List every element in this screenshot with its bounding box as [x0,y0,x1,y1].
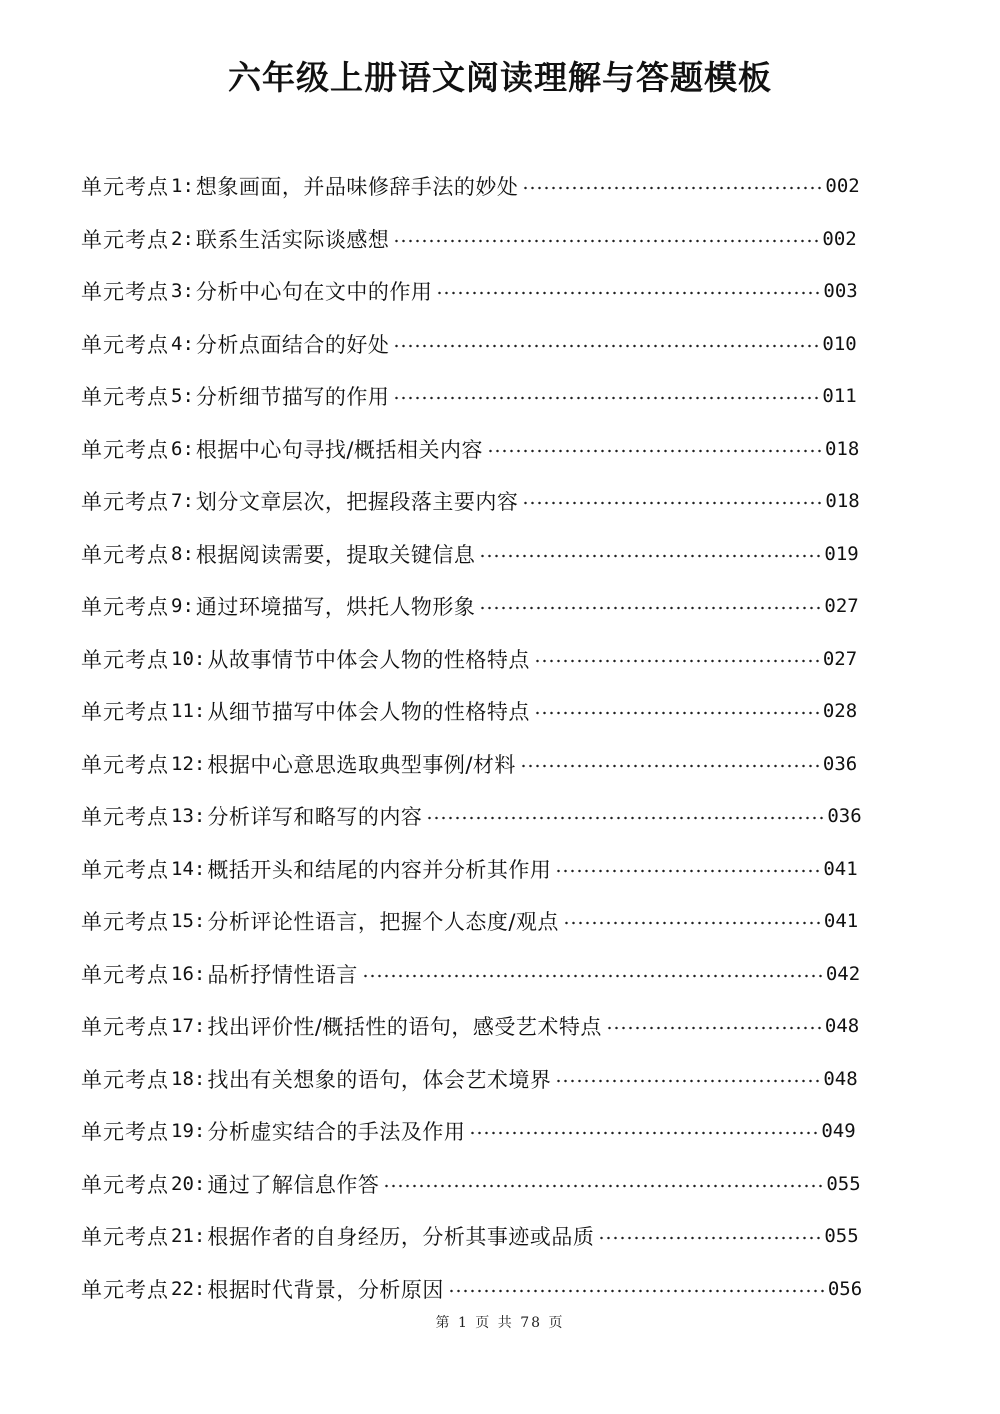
toc-entry-page-number: 055 [824,1225,859,1248]
toc-entry-label: 单元考点 [81,1015,169,1040]
toc-dot-leader [563,921,822,925]
toc-dot-leader [555,869,821,873]
toc-entry-number: 4: [171,332,194,355]
toc-dot-leader [448,1289,826,1293]
toc-entry-label: 单元考点 [81,910,169,935]
toc-entry-number: 12: [171,752,206,775]
toc-entry[interactable] [81,1105,941,1158]
toc-entry-title: 分析评论性语言，把握个人态度/观点 [207,910,559,935]
toc-entry-label: 单元考点 [81,1225,169,1250]
toc-entry-label: 单元考点 [81,280,169,305]
toc-entry-label: 单元考点 [81,1172,169,1197]
toc-entry-number: 14: [171,857,206,880]
toc-entry-label: 单元考点 [81,490,169,515]
toc-entry-page-number: 003 [823,280,858,303]
toc-entry-page-number: 036 [827,805,862,828]
toc-entry-page-number: 036 [822,752,858,775]
toc-entry-title: 找出评价性/概括性的语句，感受艺术特点 [207,1015,602,1040]
toc-entry-title: 概括开头和结尾的内容并分析其作用 [207,857,552,882]
toc-dot-leader [436,291,821,295]
toc-entry[interactable] [81,1053,941,1106]
toc-entry-label: 单元考点 [81,1067,169,1092]
toc-entry-label: 单元考点 [81,175,169,200]
toc-entry-title: 根据时代背景，分析原因 [207,1277,444,1302]
toc-entry-number: 10: [171,647,206,670]
table-of-contents [81,160,941,1315]
toc-entry[interactable] [81,790,941,843]
toc-entry-title: 根据中心句寻找/概括相关内容 [195,437,483,462]
toc-entry[interactable] [81,1000,941,1053]
toc-entry-label: 单元考点 [81,332,169,357]
toc-entry[interactable] [81,160,941,213]
toc-entry[interactable] [81,1210,941,1263]
toc-entry[interactable] [81,265,941,318]
toc-entry[interactable] [81,370,941,423]
toc-entry-label: 单元考点 [81,700,169,725]
toc-entry-title: 从细节描写中体会人物的性格特点 [207,700,530,725]
toc-dot-leader [479,554,822,558]
toc-entry[interactable] [81,843,941,896]
toc-entry-title: 从故事情节中体会人物的性格特点 [207,647,530,672]
toc-entry-label: 单元考点 [81,227,169,252]
toc-entry[interactable] [81,1158,941,1211]
toc-dot-leader [426,816,825,820]
toc-entry-number: 2: [171,227,194,250]
toc-entry-page-number: 002 [822,227,857,250]
toc-dot-leader [522,501,823,505]
toc-entry-number: 20: [171,1172,206,1195]
toc-entry-label: 单元考点 [81,805,169,830]
toc-entry[interactable] [81,528,941,581]
toc-entry-label: 单元考点 [81,1120,169,1145]
toc-dot-leader [393,239,820,243]
toc-entry-page-number: 011 [822,385,857,408]
toc-entry-number: 9: [171,595,194,618]
toc-entry-title: 分析细节描写的作用 [195,385,390,410]
toc-dot-leader [598,1236,822,1240]
toc-entry-page-number: 019 [824,542,859,565]
toc-entry-page-number: 055 [826,1172,861,1195]
toc-entry[interactable] [81,738,941,791]
toc-dot-leader [520,764,821,768]
toc-dot-leader [393,396,820,400]
toc-dot-leader [469,1131,819,1135]
toc-entry-label: 单元考点 [81,857,169,882]
toc-entry-label: 单元考点 [81,1277,169,1302]
toc-entry-label: 单元考点 [81,962,169,987]
toc-entry-number: 17: [171,1015,206,1038]
toc-entry-number: 15: [171,910,206,933]
toc-entry-page-number: 048 [824,1015,860,1038]
toc-entry-number: 5: [171,385,194,408]
toc-dot-leader [555,1079,821,1083]
toc-dot-leader [487,449,823,453]
toc-entry-title: 分析中心句在文中的作用 [195,280,433,305]
toc-entry-page-number: 028 [822,700,858,723]
toc-entry-number: 13: [171,805,206,828]
toc-entry-title: 分析点面结合的好处 [195,332,390,357]
toc-dot-leader [479,606,822,610]
toc-entry-label: 单元考点 [81,752,169,777]
toc-entry[interactable] [81,475,941,528]
toc-entry-number: 21: [171,1225,206,1248]
toc-entry-title: 划分文章层次，把握段落主要内容 [195,490,519,515]
toc-entry-title: 根据作者的自身经历，分析其事迹或品质 [207,1225,595,1250]
toc-entry-page-number: 018 [825,490,860,513]
toc-entry-title: 根据阅读需要，提取关键信息 [195,542,476,567]
toc-entry-page-number: 041 [823,857,858,880]
toc-entry-title: 分析虚实结合的手法及作用 [207,1120,466,1145]
toc-dot-leader [534,659,821,663]
toc-entry[interactable] [81,423,941,476]
toc-entry-page-number: 018 [824,437,860,460]
toc-entry-page-number: 056 [827,1277,863,1300]
toc-entry[interactable] [81,685,941,738]
toc-entry-page-number: 042 [825,962,861,985]
toc-entry-number: 7: [171,490,194,513]
toc-entry-number: 8: [171,542,194,565]
toc-entry-title: 想象画面，并品味修辞手法的妙处 [195,175,519,200]
toc-entry[interactable] [81,1263,941,1316]
toc-entry-title: 根据中心意思选取典型事例/材料 [207,752,516,777]
toc-entry-label: 单元考点 [81,542,169,567]
toc-entry-page-number: 048 [823,1067,858,1090]
toc-dot-leader [522,186,823,190]
toc-entry-label: 单元考点 [81,385,169,410]
toc-entry-number: 22: [171,1277,206,1300]
toc-dot-leader [362,974,824,978]
toc-entry-page-number: 027 [822,647,858,670]
toc-entry-page-number: 049 [821,1120,856,1143]
toc-entry-page-number: 010 [822,332,857,355]
toc-entry-number: 19: [171,1120,206,1143]
toc-entry-label: 单元考点 [81,437,169,462]
toc-entry[interactable] [81,213,941,266]
toc-entry-page-number: 027 [824,595,859,618]
page-title: 六年级上册语文阅读理解与答题模板 [228,58,772,97]
toc-entry-title: 联系生活实际谈感想 [195,227,390,252]
toc-dot-leader [383,1184,824,1188]
toc-entry-title: 通过环境描写，烘托人物形象 [195,595,476,620]
page-footer: 第 1 页 共 78 页 [435,1315,565,1331]
toc-entry[interactable] [81,633,941,686]
toc-dot-leader [606,1026,823,1030]
toc-entry[interactable] [81,948,941,1001]
toc-entry-number: 18: [171,1067,206,1090]
toc-entry-number: 6: [171,437,194,460]
toc-entry-title: 找出有关想象的语句，体会艺术境界 [207,1067,552,1092]
toc-entry-number: 11: [171,700,206,723]
toc-entry-label: 单元考点 [81,595,169,620]
toc-entry-title: 品析抒情性语言 [207,962,358,987]
toc-entry-title: 分析详写和略写的内容 [207,805,423,830]
toc-entry[interactable] [81,895,941,948]
toc-entry-page-number: 041 [823,910,859,933]
toc-entry-page-number: 002 [825,175,860,198]
toc-dot-leader [534,711,821,715]
toc-dot-leader [393,344,820,348]
toc-entry-number: 3: [171,280,194,303]
toc-entry-label: 单元考点 [81,647,169,672]
toc-entry-number: 1: [171,175,194,198]
toc-entry[interactable] [81,580,941,633]
toc-entry-title: 通过了解信息作答 [207,1172,380,1197]
toc-entry-number: 16: [171,962,206,985]
toc-entry[interactable] [81,318,941,371]
